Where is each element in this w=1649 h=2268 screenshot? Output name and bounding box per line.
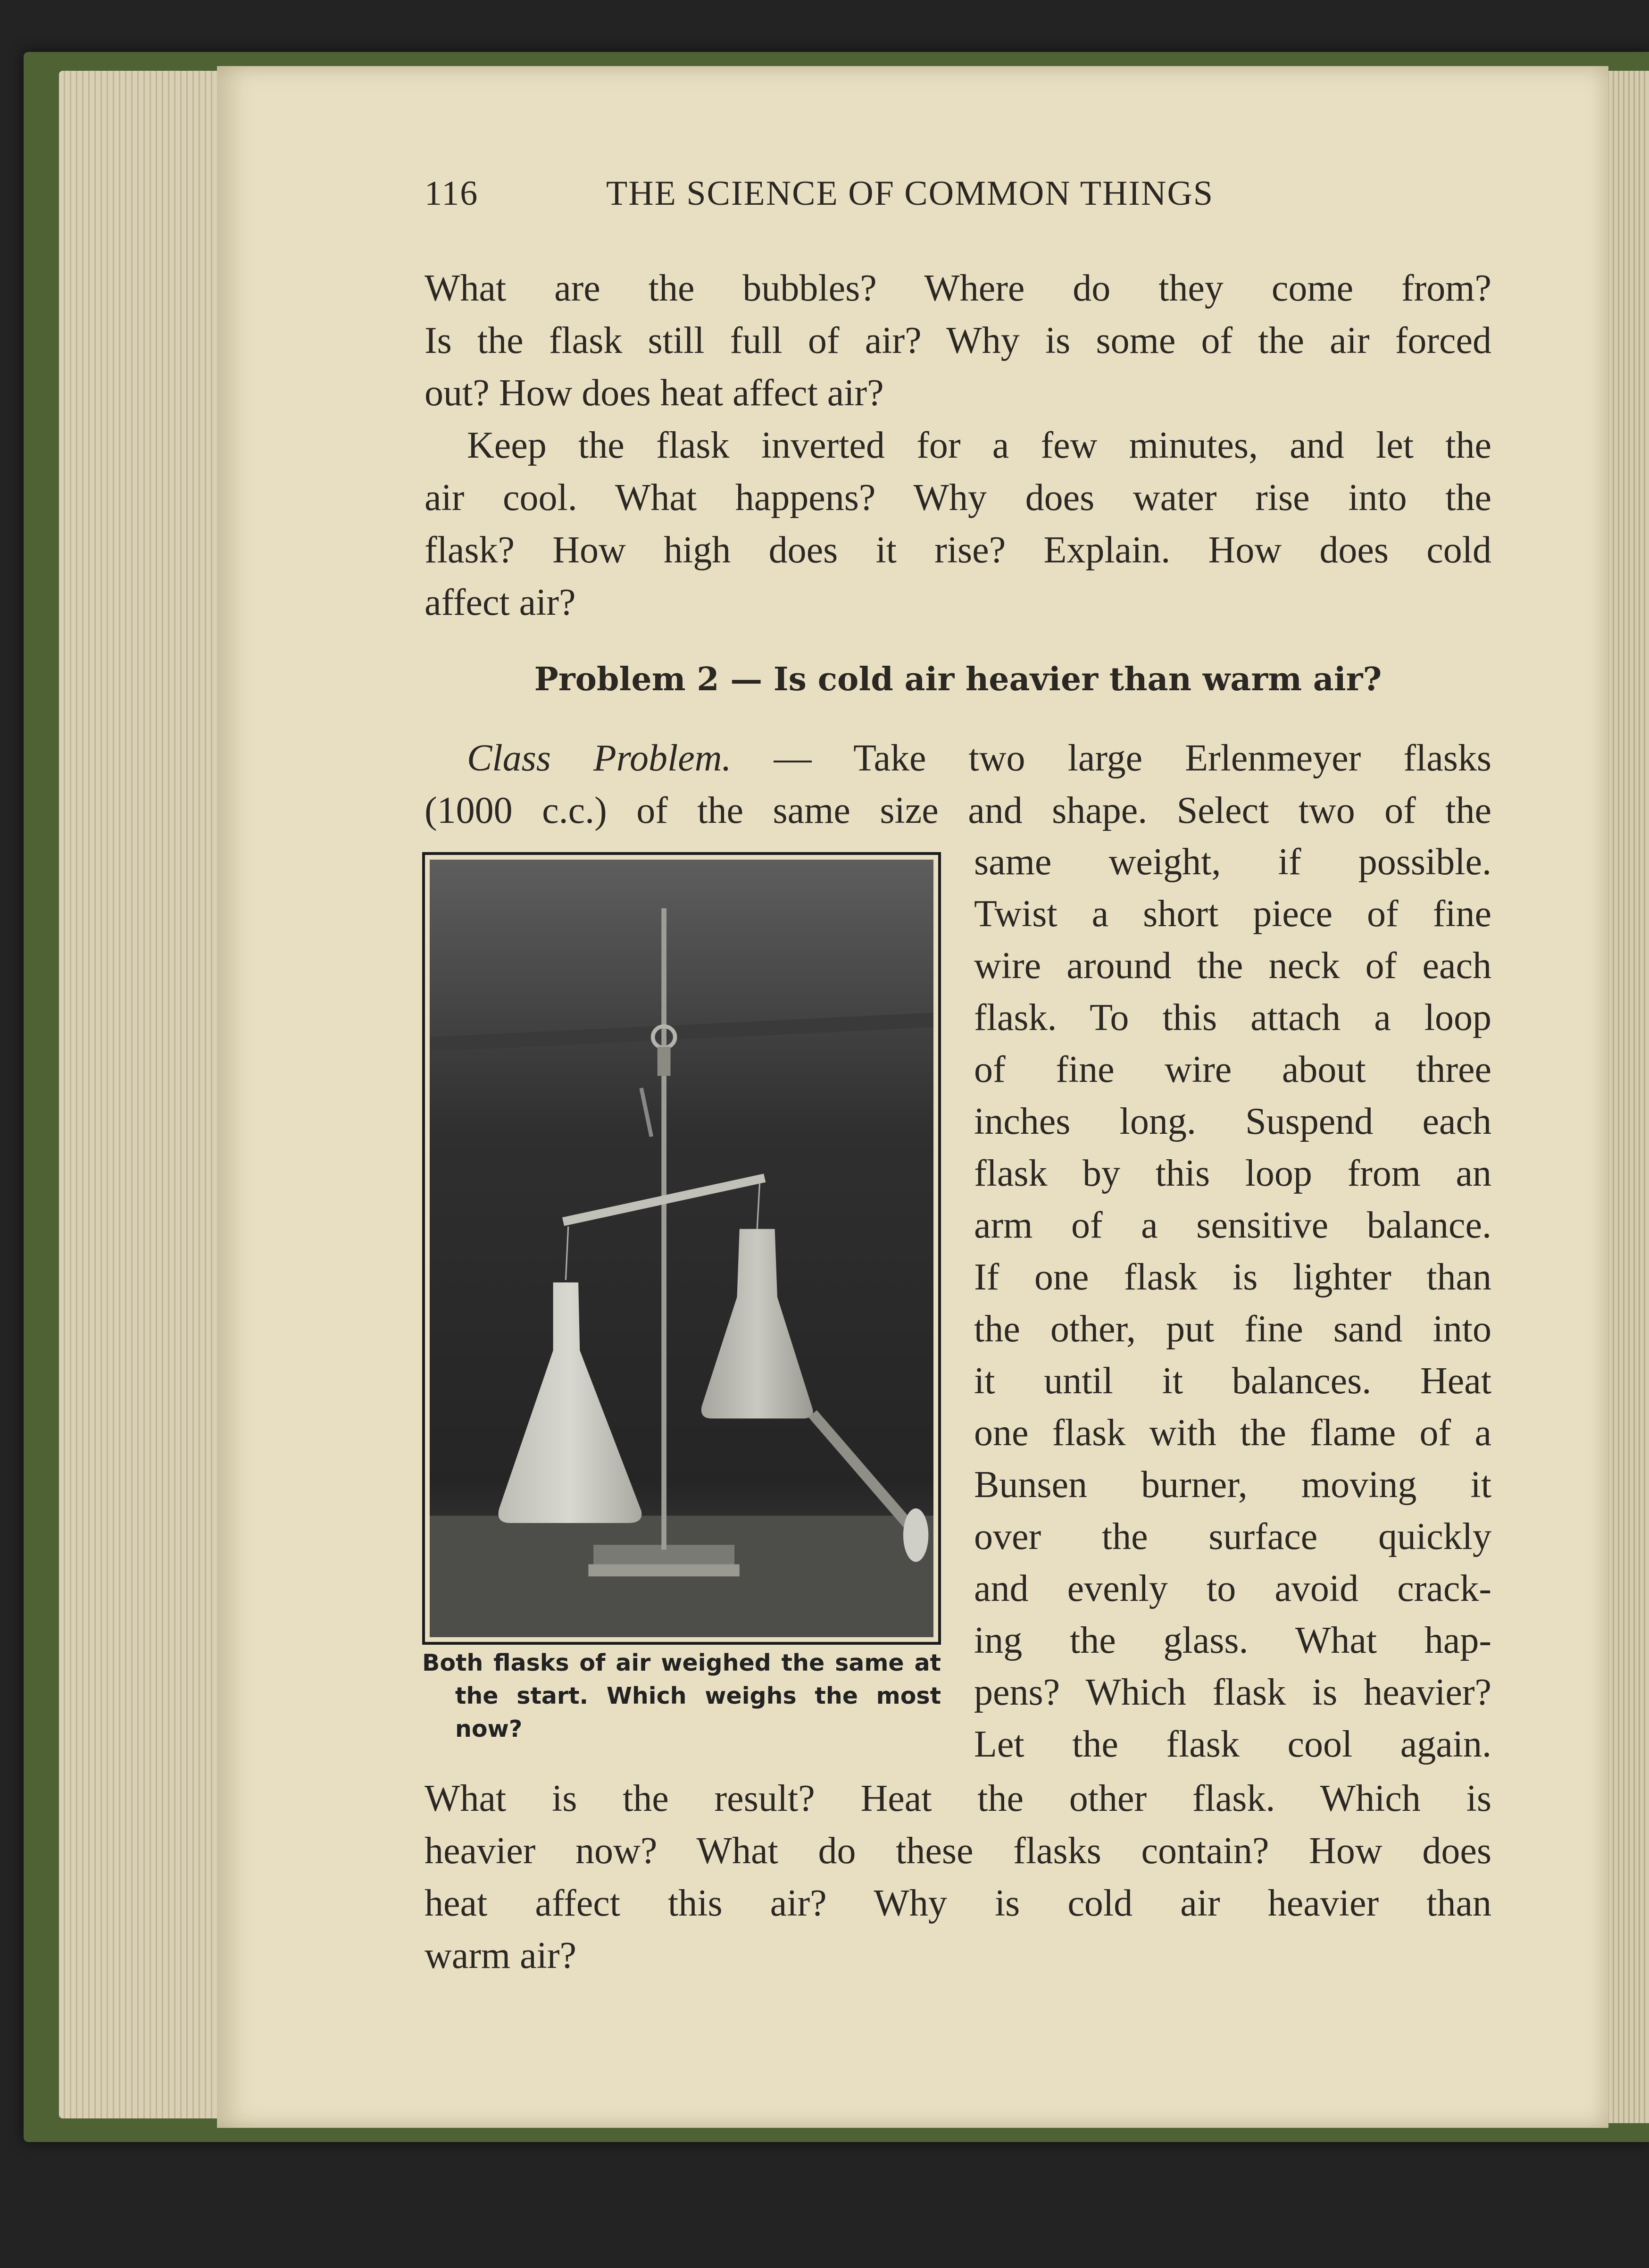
text-line: warm air?	[425, 1935, 577, 1976]
text-line: pens? Which flask is heavier?	[974, 1672, 1491, 1713]
caption-line: the start. Which weighs the most	[455, 1682, 941, 1709]
side-column-text	[974, 836, 1491, 1770]
text-line	[467, 732, 1491, 785]
text-line: If one flask is lighter than	[974, 1256, 1491, 1298]
class-problem-text: — Take two large Erlenmeyer flasks	[731, 737, 1491, 779]
page-number: 116	[425, 174, 479, 213]
text-line: same weight, if possible.	[974, 841, 1491, 883]
text-line: of fine wire about three	[974, 1049, 1491, 1090]
paragraph-bubbles	[425, 262, 1491, 423]
text-line: Keep the flask inverted for a few minutes, and let the	[467, 425, 1491, 466]
text-line: Is the flask still full of air? Why is some of the air forced	[425, 320, 1491, 361]
class-problem-label: Class Problem.	[467, 737, 732, 779]
paragraph-cold-air	[425, 419, 1491, 632]
text-line: wire around the neck of each	[974, 945, 1491, 987]
running-head-title: THE SCIENCE OF COMMON THINGS	[606, 174, 1214, 213]
text-line: What are the bubbles? Where do they come from?	[425, 268, 1491, 309]
text-line: Twist a short piece of fine	[974, 893, 1491, 935]
text-line: flask. To this attach a loop	[974, 997, 1491, 1038]
running-head	[425, 174, 1486, 221]
text-line: arm of a sensitive balance.	[974, 1205, 1491, 1246]
text-line: ing the glass. What hap-	[974, 1620, 1491, 1661]
text-line: air cool. What happens? Why does water rise into the	[425, 477, 1491, 519]
text-line: over the surface quickly	[974, 1516, 1491, 1557]
caption-line: Both flasks of air weighed the same at	[422, 1649, 941, 1676]
text-line: and evenly to avoid crack-	[974, 1568, 1491, 1609]
caption-line: now?	[455, 1716, 523, 1742]
page-edges-right	[1604, 71, 1649, 2123]
text-line: inches long. Suspend each	[974, 1101, 1491, 1142]
text-line: the other, put fine sand into	[974, 1308, 1491, 1350]
figure-caption	[422, 1647, 941, 1755]
closing-paragraph	[425, 1773, 1491, 1985]
class-problem-intro	[425, 732, 1491, 841]
text-line: affect air?	[425, 582, 576, 623]
text-line: one flask with the flame of a	[974, 1412, 1491, 1454]
text-line: flask by this loop from an	[974, 1153, 1491, 1194]
problem-heading: Problem 2 — Is cold air heavier than warm air?	[534, 661, 1382, 698]
text-line: heat affect this air? Why is cold air heavier than	[425, 1883, 1491, 1924]
text-line: What is the result? Heat the other flask. Which is	[425, 1778, 1491, 1819]
figure-photograph	[422, 852, 941, 1645]
balance-photo	[430, 860, 933, 1637]
text-line: out? How does heat affect air?	[425, 372, 884, 414]
text-line: flask? How high does it rise? Explain. How does cold	[425, 529, 1491, 571]
text-line: heavier now? What do these flasks contain? How does	[425, 1830, 1491, 1872]
text-line: Let the flask cool again.	[974, 1724, 1491, 1765]
text-line: it until it balances. Heat	[974, 1360, 1491, 1402]
text-line: (1000 c.c.) of the same size and shape. Select two of the	[425, 790, 1491, 831]
text-line: Bunsen burner, moving it	[974, 1464, 1491, 1506]
